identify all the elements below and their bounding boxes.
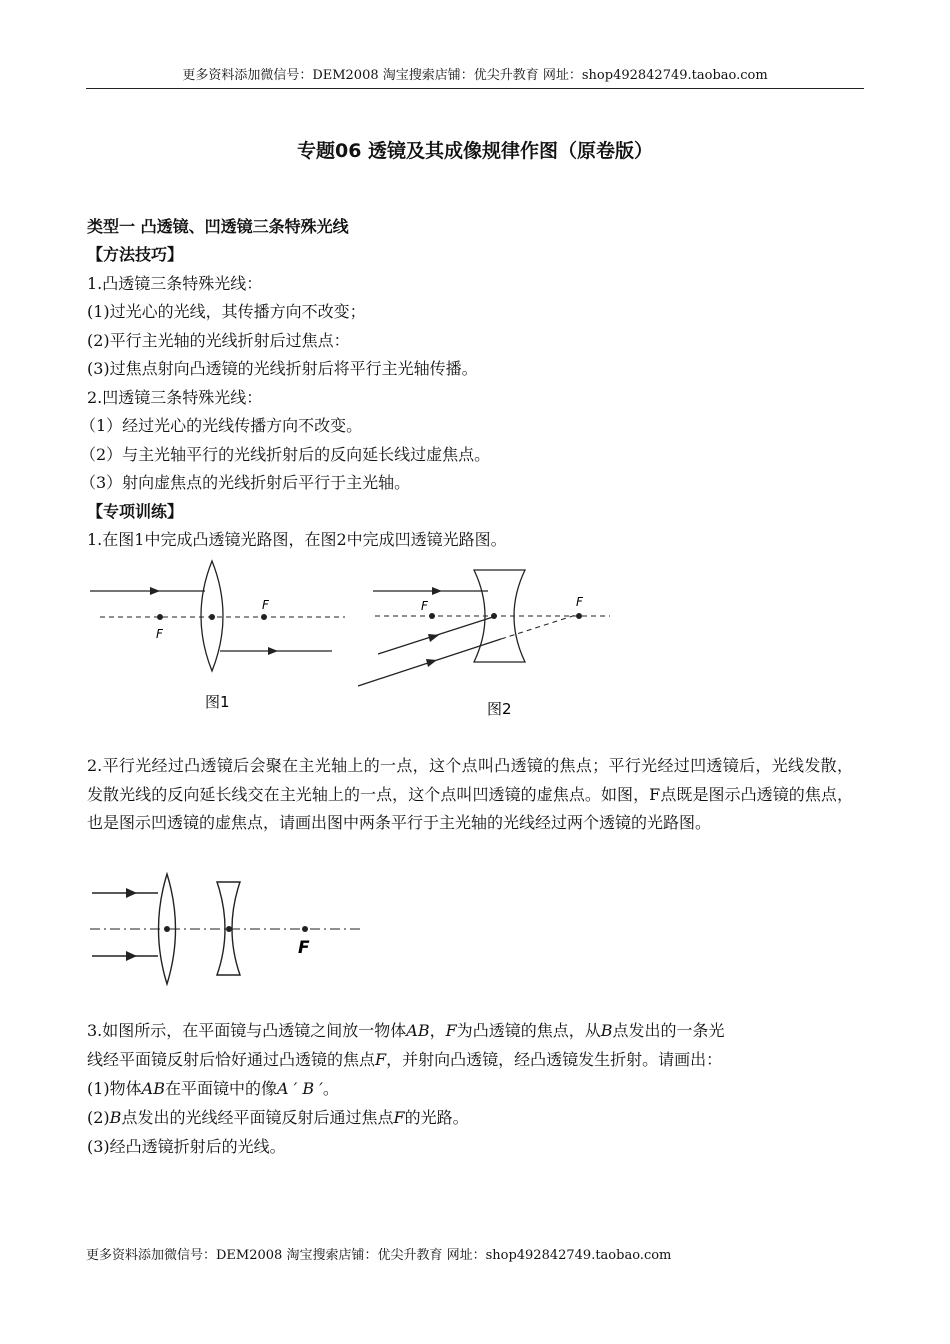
fig2-optical-center-dot [491,613,497,619]
q2-focus-label: F [298,938,310,958]
q3-item-1: (1)物体AB在平面镜中的像A ′ B ′。 [87,1079,339,1098]
methods-heading: 【方法技巧】 [87,245,184,264]
fig2-arrow-3 [426,659,437,667]
fig2-focus-left-dot [429,613,435,619]
fig1-arrow-2 [268,647,278,655]
page-header: 更多资料添加微信号：DEM2008 淘宝搜索店铺：优尖升教育 网址：shop492842749.taobao.com [182,68,768,83]
page-title: 专题06 透镜及其成像规律作图（原卷版） [296,140,654,162]
q2-arrow-2 [126,951,137,961]
q3-item-3: (3)经凸透镜折射后的光线。 [87,1137,286,1156]
fig2-caption: 图2 [487,700,512,718]
q2-focus-dot [302,926,308,932]
section-heading: 类型一 凸透镜、凹透镜三条特殊光线 [87,217,349,236]
q2-text: 2.平行光经过凸透镜后会聚在主光轴上的一点，这个点叫凸透镜的焦点；平行光经过凹透镜后，光线发散，发散光线的反向延长线交在主光轴上的一点，这个点叫凹透镜的虚焦点。如图，F点既是图示凸透镜的焦点，也是图示凹透镜的虚焦点，请画出图中两条平行于主光轴的光线经过两个透镜的光路图。 [87,756,853,832]
q3-line-1: 3.如图所示，在平面镜与凸透镜之间放一物体AB，F为凸透镜的焦点，从B点发出的一条光 [87,1021,725,1040]
q3-line-2: 线经平面镜反射后恰好通过凸透镜的焦点F，并射向凸透镜，经凸透镜发生折射。请画出： [87,1050,723,1069]
fig1-optical-center-dot [209,614,215,620]
fig1-focus-right-dot [261,614,267,620]
q2-convex-center-dot [164,926,170,932]
fig2-focus-right-dot [576,613,582,619]
convex-item-1: (1)过光心的光线，其传播方向不改变； [87,302,366,321]
fig2-arrow-1 [432,587,442,595]
fig1-arrow-1 [150,587,160,595]
fig1-caption: 图1 [205,693,230,711]
fig2-focus-right-label: F [576,595,583,609]
fig2-concave-lens [474,570,525,662]
concave-item-1: （1）经过光心的光线传播方向不改变。 [80,416,363,435]
training-heading: 【专项训练】 [87,502,184,521]
concave-heading: 2.凹透镜三条特殊光线： [87,388,263,407]
concave-item-3: （3）射向虚焦点的光线折射后平行于主光轴。 [80,473,411,492]
fig1-focus-left-label: F [156,627,163,641]
convex-heading: 1.凸透镜三条特殊光线： [87,274,263,293]
fig2-arrow-2 [428,634,439,642]
q3-object-ab: AB [406,1021,430,1040]
q2-arrow-1 [126,888,137,898]
concave-item-2: （2）与主光轴平行的光线折射后的反向延长线过虚焦点。 [80,445,491,464]
fig2-focus-left-label: F [421,599,428,613]
convex-item-3: (3)过焦点射向凸透镜的光线折射后将平行主光轴传播。 [87,359,478,378]
q2-concave-center-dot [226,926,232,932]
fig2-dashed-extension [501,614,579,639]
q1-text: 1.在图1中完成凸透镜光路图，在图2中完成凹透镜光路图。 [87,530,507,549]
q3-item-2: (2)B点发出的光线经平面镜反射后通过焦点F的光路。 [87,1108,469,1127]
fig1-focus-right-label: F [262,598,269,612]
convex-item-2: (2)平行主光轴的光线折射后过焦点： [87,331,350,350]
page-footer: 更多资料添加微信号：DEM2008 淘宝搜索店铺：优尖升教育 网址：shop492842749.taobao.com [86,1248,672,1263]
fig1-focus-left-dot [157,614,163,620]
